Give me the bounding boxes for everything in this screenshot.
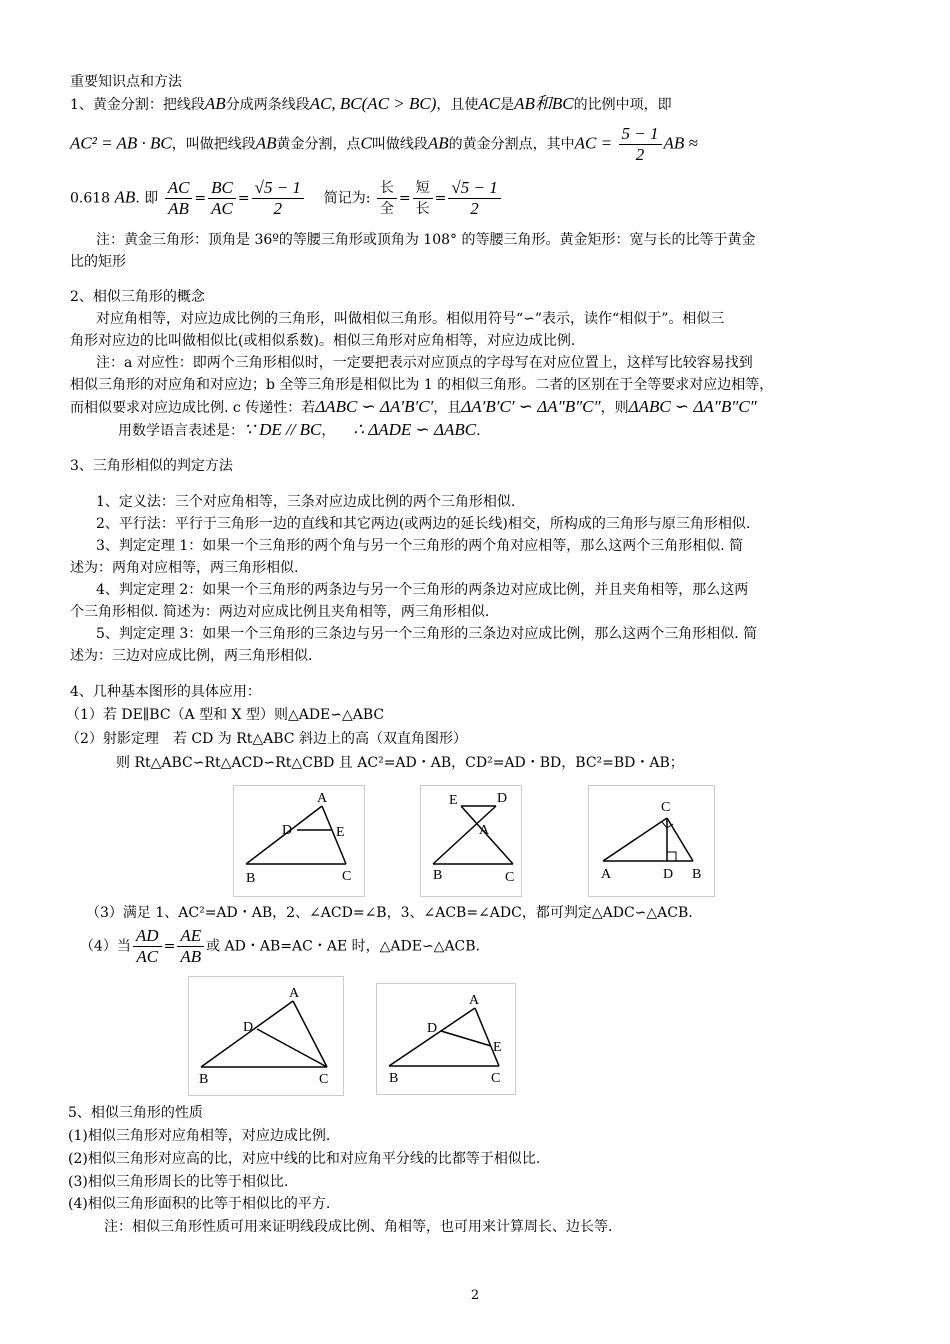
label-c: C	[342, 869, 352, 884]
label-a: A	[289, 986, 300, 1001]
section2-note: 相似三角形的对应角和对应边；b 全等三角形是相似比为 1 的相似三角形。二者的区别在于全等要求对应边相等，	[70, 377, 774, 393]
section5-note: 注：相似三角形性质可用来证明线段成比例、角相等，也可用来计算周长、边长等.	[104, 1219, 613, 1235]
label-b: B	[692, 867, 702, 882]
section4-heading: 4、几种基本图形的具体应用：	[70, 684, 261, 700]
list-item: 1、定义法：三个对应角相等，三条对应边成比例的两个三角形相似.	[96, 494, 516, 510]
section2-para: 对应角相等，对应边成比例的三角形，叫做相似三角形。相似用符号“∽”表示，读作“相似于”。相似三	[96, 311, 725, 327]
label-b: B	[199, 1072, 209, 1087]
label-e: E	[493, 1040, 502, 1055]
list-item: (3)相似三角形周长的比等于相似比.	[68, 1174, 289, 1190]
page-title: 重要知识点和方法	[70, 74, 182, 90]
golden-ratio-line2: AC² = AB · BC，叫做把线段AB黄金分割，点C叫做线段AB的黄金分割点，其中AC = $\frac{5 - 1}{2}$ AB ≈	[70, 124, 698, 164]
golden-ratio-line1: 1、黄金分割：把线段AB分成两条线段AC, BC(AC > BC)，且使AC是AB和BC的比例中项，即	[70, 94, 672, 113]
section2-heading: 2、相似三角形的概念	[70, 289, 205, 305]
label-a: A	[479, 823, 490, 838]
list-item: 述为：两角对应相等，两三角形相似.	[70, 560, 299, 576]
section3-heading: 3、三角形相似的判定方法	[70, 458, 233, 474]
label-c: C	[661, 800, 671, 815]
figure-x-type	[420, 785, 522, 897]
label-b: B	[433, 868, 443, 883]
list-item: （3）满足 1、AC²=AD・AB，2、∠ACD=∠B，3、∠ACB=∠ADC，都可判定△ADC∽△ACB.	[86, 905, 693, 921]
list-item: 5、判定定理 3：如果一个三角形的三条边与另一个三角形的三条边对应成比例，那么这两个三角形相似. 简	[96, 626, 758, 642]
golden-fraction: $\frac{5 - 1}{2}$	[619, 124, 662, 165]
label-d: D	[282, 823, 293, 838]
list-item: （4）当 $\frac{AD}{AC}$ = $\frac{AE}{AB}$ 或 AD・AB=AC・AE 时，△ADE∽△ACB.	[80, 926, 481, 966]
figure-4b	[376, 983, 516, 1095]
list-item: 4、判定定理 2：如果一个三角形的两条边与另一个三角形的两条边对应成比例，并且夹角相等，那么这两	[96, 582, 749, 598]
list-item: 述为：三边对应成比例，两三角形相似.	[70, 648, 313, 664]
label-a: A	[317, 791, 328, 806]
list-item: (2)相似三角形对应高的比，对应中线的比和对应角平分线的比都等于相似比.	[68, 1151, 541, 1167]
label-c: C	[319, 1072, 329, 1087]
golden-note-cont: 比的矩形	[70, 254, 126, 270]
list-item: 个三角形相似. 简述为：两边对应成比例且夹角相等，两三角形相似.	[70, 604, 490, 620]
label-d: D	[243, 1020, 254, 1035]
golden-ratio-line3: 0.618 AB. 即 $\frac{AC}{AB}$ = $\frac{BC}{AC}$ = $\frac{√5 - 1}{2}$ 简记为: $\frac{\text{长}}{\text{全}}$ = $\frac{\text{短}}{\text{长}}$ = $\frac{√5 - 1}{2}$	[70, 178, 503, 219]
figure-right-triangle	[588, 785, 715, 897]
page-number: 2	[470, 1288, 480, 1303]
label-e: E	[336, 825, 345, 840]
label-c: C	[491, 1071, 501, 1086]
list-item: （1）若 DE∥BC（A 型和 X 型）则△ADE∽△ABC	[66, 707, 385, 723]
section2-note: 而相似要求对应边成比例. c 传递性：若ΔABC ∽ ΔA′B′C′，且ΔA′B′C′ ∽ ΔA″B″C″，则ΔABC ∽ ΔA″B″C″	[70, 397, 757, 416]
label-a: A	[469, 993, 480, 1008]
list-item: （2）射影定理 若 CD 为 Rt△ABC 斜边上的高（双直角图形）	[66, 731, 467, 747]
label-b: B	[246, 871, 256, 886]
label-d: D	[497, 791, 508, 806]
figure-4a	[188, 976, 344, 1096]
label-e: E	[449, 793, 458, 808]
section2-para: 角形对应边的比叫做相似比(或相似系数)。相似三角形对应角相等，对应边成比例.	[70, 333, 576, 349]
list-item: 2、平行法：平行于三角形一边的直线和其它两边(或两边的延长线)相交，所构成的三角形与原三角形相似.	[96, 516, 751, 532]
label-d: D	[663, 867, 674, 882]
golden-note: 注：黄金三角形：顶角是 36º的等腰三角形或顶角为 108° 的等腰三角形。黄金矩形：宽与长的比等于黄金	[96, 232, 756, 248]
label-a: A	[601, 867, 612, 882]
label-b: B	[389, 1071, 399, 1086]
figure-a-type	[233, 785, 365, 897]
label-d: D	[427, 1021, 438, 1036]
label-c: C	[505, 870, 515, 885]
list-item: (1)相似三角形对应角相等，对应边成比例.	[68, 1128, 331, 1144]
section2-note: 注：a 对应性：即两个三角形相似时，一定要把表示对应顶点的字母写在对应位置上，这样写比较容易找到	[96, 355, 753, 371]
list-item: (4)相似三角形面积的比等于相似比的平方.	[68, 1196, 331, 1212]
section2-math: 用数学语言表述是：∵ DE // BC， ∴ ΔADE ∽ ΔABC.	[118, 420, 481, 439]
section5-heading: 5、相似三角形的性质	[68, 1105, 203, 1121]
list-item: 3、判定定理 1：如果一个三角形的两个角与另一个三角形的两个角对应相等，那么这两个三角形相似. 简	[96, 538, 744, 554]
list-item: 则 Rt△ABC∽Rt△ACD∽Rt△CBD 且 AC²=AD・AB，CD²=AD・BD，BC²=BD・AB；	[116, 755, 684, 771]
